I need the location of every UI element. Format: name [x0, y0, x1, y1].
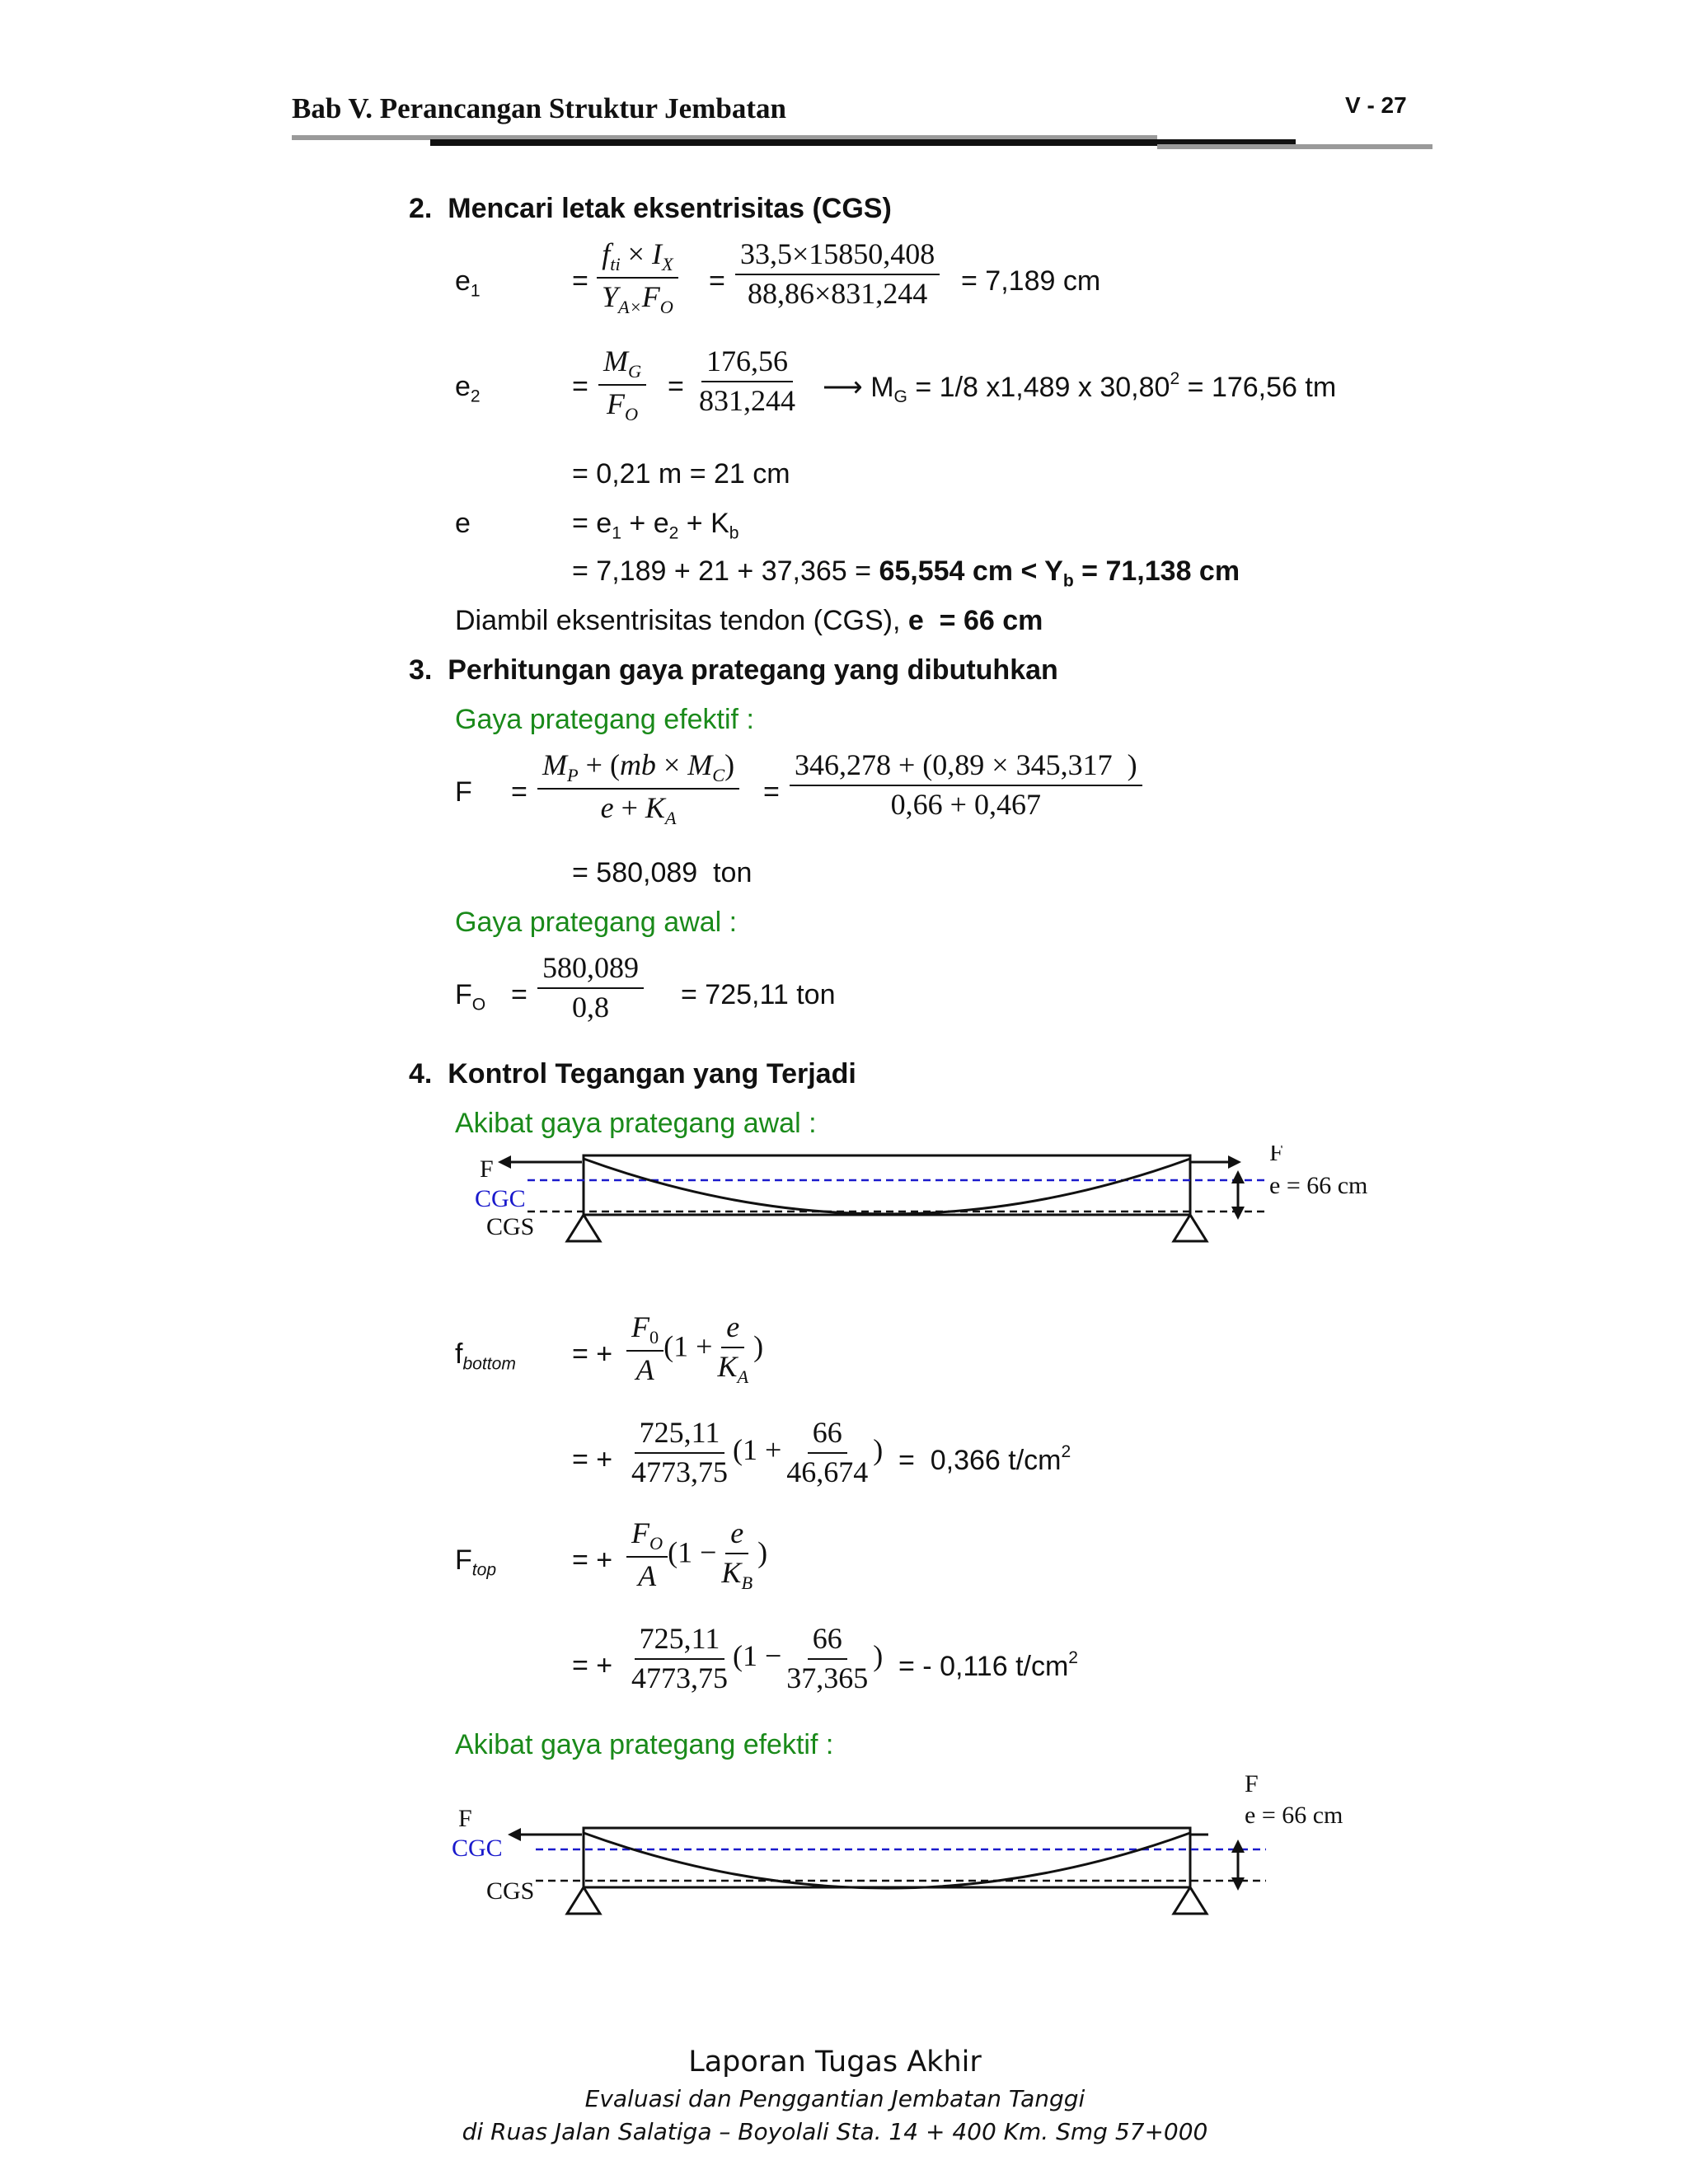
beam-diagram-initial [462, 1146, 1401, 1269]
e2-moment: ⟶ $M_G = 1/8$ x1,489 x 30,80$^2$ = 176,56 tm [823, 369, 1337, 407]
ftop-formula: $\frac{F_O}{A}$ (1 − $\frac{e}{K_B}$ ) [626, 1518, 767, 1592]
equals-plus: = + [572, 1338, 613, 1370]
eccentricity-taken: Diambil eksentrisitas tendon (CGS), e = 66 cm [455, 605, 1043, 636]
force-label: F [458, 1805, 472, 1832]
fbottom-values: $\frac{725,11}{4773,75}$ (1 + $\frac{66}{46,674}$ ) [631, 1416, 884, 1488]
force-label: F [1269, 1146, 1283, 1166]
fbottom-formula: $\frac{F_0}{A}$ (1 + $\frac{e}{K_A}$ ) [626, 1312, 763, 1386]
e-label: e [455, 508, 471, 539]
eccentricity-label: e = 66 cm [1269, 1172, 1368, 1199]
equals-sign: = [511, 776, 528, 808]
right-support [1174, 1215, 1207, 1241]
footer-line-2: di Ruas Jalan Salatiga – Boyolali Sta. 14 + 400 Km. Smg 57+000 [462, 2118, 1208, 2145]
section-3-heading: 3. Perhitungan gaya prategang yang dibutuhkan [409, 654, 1058, 686]
equals-sign: = [709, 265, 725, 297]
initial-stress-subheading: Akibat gaya prategang awal : [455, 1108, 817, 1139]
equals-plus: = + [572, 1650, 613, 1681]
equals-sign: = [572, 265, 588, 297]
force-label: F [1245, 1770, 1259, 1797]
footer-title: Laporan Tugas Akhir [688, 2046, 982, 2079]
footer-line-1: Evaluasi dan Penggantian Jembatan Tanggi [584, 2085, 1085, 2112]
force-label: F [480, 1155, 494, 1183]
F-label: F [455, 776, 472, 808]
e1-result: = 7,189 cm [961, 265, 1101, 297]
left-arrowhead [508, 1828, 521, 1841]
F-values: $\frac{346,278 + (0,89 \times 345,317 )}{0,66 + 0,467}$ [790, 750, 1142, 821]
e-sum: = $e_1 + e_2 + K_b$ [572, 508, 739, 543]
section-2-heading: 2. Mencari letak eksentrisitas (CGS) [409, 193, 892, 224]
Fo-result: = 725,11 ton [681, 979, 836, 1010]
e-calc: = 7,189 + 21 + 37,365 = 65,554 cm < $Y_b = 71,138$ cm [572, 555, 1240, 591]
cgs-label: CGS [486, 1877, 535, 1905]
fbottom-label: $f_{bottom}$ [455, 1338, 516, 1374]
beam-diagram-effective [445, 1764, 1401, 1945]
beam-outline [584, 1828, 1190, 1887]
left-arrowhead [498, 1155, 511, 1169]
e1-values: $\frac{33,5\times 15850,408}{88,86\times 831,244}$ [735, 239, 940, 310]
e1-label: $e_1$ [455, 265, 481, 301]
section-4-heading: 4. Kontrol Tegangan yang Terjadi [409, 1058, 856, 1090]
equals-sign: = [668, 371, 684, 402]
cgc-label: CGC [475, 1185, 526, 1212]
cgc-label: CGC [452, 1835, 503, 1862]
page-number: V - 27 [1345, 92, 1407, 118]
equals-sign: = [763, 776, 780, 808]
fbottom-result: = 0,366 $t/cm^2$ [898, 1442, 1071, 1476]
F-result: = 580,089 ton [572, 857, 753, 888]
ftop-values: $\frac{725,11}{4773,75}$ (1 − $\frac{66}{37,365}$ ) [631, 1622, 884, 1694]
equals-sign: = [572, 371, 588, 402]
right-arrowhead [1228, 1155, 1241, 1169]
tendon-profile [584, 1159, 1190, 1214]
Fo-values: $\frac{580,089}{0,8}$ [537, 953, 644, 1024]
cgs-label: CGS [486, 1213, 535, 1240]
left-support [567, 1887, 600, 1914]
effective-stress-subheading: Akibat gaya prategang efektif : [455, 1729, 834, 1760]
F-formula: $\frac{M_P + (mb \times M_C)}{e + K_A}$ [537, 750, 739, 827]
ftop-label: $F_{top}$ [455, 1544, 497, 1580]
chapter-title: Bab V. Perancangan Struktur Jembatan [292, 92, 786, 124]
header-rule-gray2 [1157, 144, 1432, 149]
beam-outline [584, 1155, 1190, 1215]
right-support [1174, 1887, 1207, 1914]
e2-formula: $\frac{M_G}{F_O}$ [598, 346, 646, 424]
initial-force-subheading: Gaya prategang awal : [455, 907, 738, 938]
e1-formula: $\frac{f_{ti} \times I_X}{Y_{A\times}F_O}$ [597, 239, 678, 316]
e2-values: $\frac{176,56}{831,244}$ [699, 344, 795, 417]
equals-sign: = [511, 979, 528, 1010]
equals-plus: = + [572, 1544, 613, 1576]
eccentricity-label: e = 66 cm [1245, 1802, 1343, 1829]
equals-plus: = + [572, 1444, 613, 1475]
e2-meters: = 0,21 m = 21 cm [572, 458, 790, 490]
effective-force-subheading: Gaya prategang efektif : [455, 704, 754, 735]
Fo-label: $F_O$ [455, 979, 486, 1015]
left-support [567, 1215, 600, 1241]
e2-label: $e_2$ [455, 371, 481, 406]
ftop-result: = - 0,116 $t/cm^2$ [898, 1648, 1079, 1682]
